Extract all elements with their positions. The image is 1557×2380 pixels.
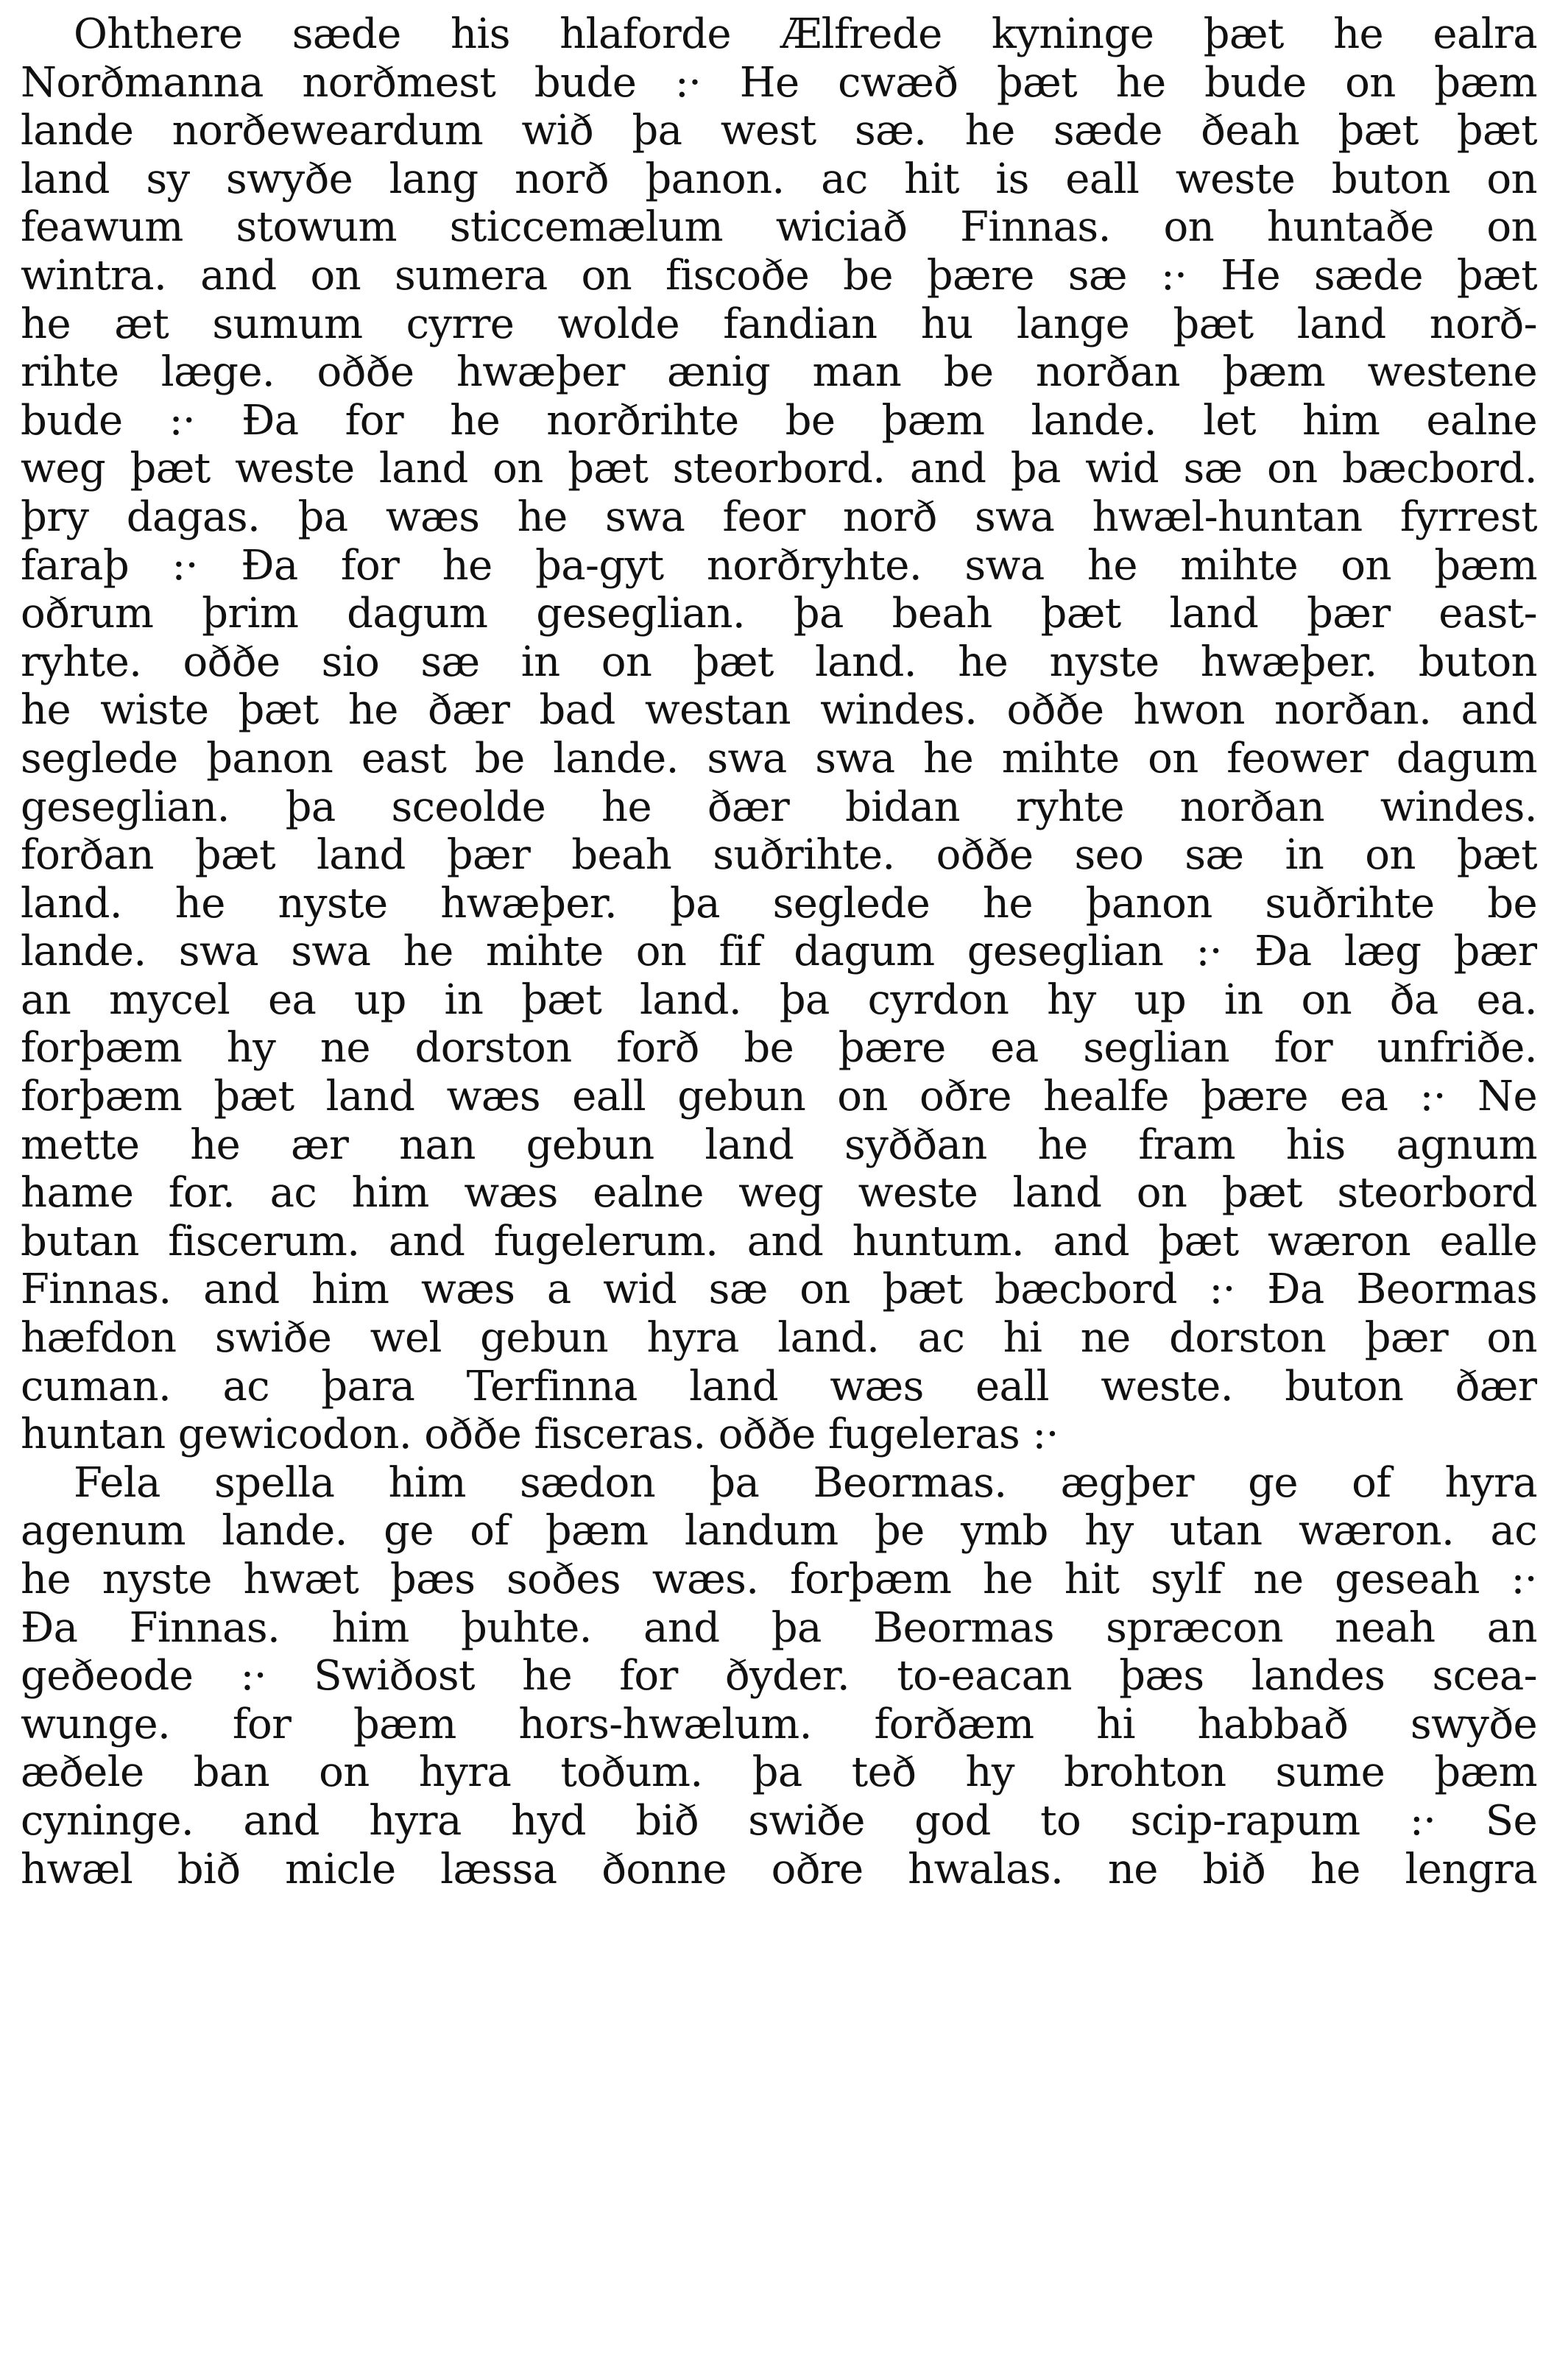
- text-line: forþæm þæt land wæs eall gebun on oðre healfe þære ea :· Ne: [21, 1073, 1537, 1121]
- text-line: lande. swa swa he mihte on fif dagum geseglian :· Ða læg þær: [21, 928, 1537, 976]
- text-line: rihte læge. oððe hwæþer ænig man be norðan þæm westene: [21, 348, 1537, 397]
- text-line: huntan gewicodon. oððe fisceras. oððe fugeleras :·: [21, 1410, 1059, 1459]
- text-line: Finnas. and him wæs a wid sæ on þæt bæcbord :· Ða Beormas: [21, 1265, 1537, 1314]
- text-line: seglede þanon east be lande. swa swa he mihte on feower dagum: [21, 734, 1537, 783]
- text-line: þry dagas. þa wæs he swa feor norð swa hwæl-huntan fyrrest: [21, 492, 1537, 541]
- text-line: mette he ær nan gebun land syððan he fram his agnum: [21, 1120, 1537, 1169]
- text-line: hame for. ac him wæs ealne weg weste land on þæt steorbord: [21, 1169, 1537, 1218]
- text-line: an mycel ea up in þæt land. þa cyrdon hy up in on ða ea.: [21, 975, 1537, 1024]
- text-line: lande norðeweardum wið þa west sæ. he sæde ðeah þæt þæt: [21, 107, 1537, 155]
- text-line: agenum lande. ge of þæm landum þe ymb hy utan wæron. ac: [21, 1507, 1537, 1556]
- text-line: geðeode :· Swiðost he for ðyder. to-eacan þæs landes scea-: [21, 1652, 1537, 1701]
- text-line: hwæl bið micle læssa ðonne oðre hwalas. ne bið he lengra: [21, 1845, 1537, 1893]
- text-line: ryhte. oððe sio sæ in on þæt land. he nyste hwæþer. buton: [21, 638, 1537, 686]
- text-line: forþæm hy ne dorston forð be þære ea seglian for unfriðe.: [21, 1024, 1537, 1073]
- text-line: oðrum þrim dagum geseglian. þa beah þæt land þær east-: [21, 590, 1537, 638]
- paragraph-beormas: [21, 1459, 1537, 1893]
- text-line: Fela spella him sædon þa Beormas. ægþer ge of hyra: [74, 1458, 1537, 1507]
- text-line: forðan þæt land þær beah suðrihte. oððe seo sæ in on þæt: [21, 831, 1537, 880]
- document-page: [21, 10, 1537, 2366]
- text-line: weg þæt weste land on þæt steorbord. and þa wid sæ on bæcbord.: [21, 445, 1537, 493]
- text-line: he nyste hwæt þæs soðes wæs. forþæm he hit sylf ne geseah :·: [21, 1556, 1537, 1603]
- text-line: hæfdon swiðe wel gebun hyra land. ac hi ne dorston þær on: [21, 1314, 1537, 1363]
- text-line: æðele ban on hyra toðum. þa teð hy brohton sume þæm: [21, 1748, 1537, 1797]
- text-line: cyninge. and hyra hyd bið swiðe god to scip-rapum :· Se: [21, 1796, 1537, 1845]
- text-line: land sy swyðe lang norð þanon. ac hit is eall weste buton on: [21, 155, 1537, 203]
- text-line: he wiste þæt he ðær bad westan windes. oððe hwon norðan. and: [21, 686, 1537, 735]
- text-line: Ohthere sæde his hlaforde Ælfrede kyninge þæt he ealra: [74, 10, 1537, 58]
- text-line: geseglian. þa sceolde he ðær bidan ryhte norðan windes.: [21, 783, 1537, 831]
- paragraph-ohthere-voyage: [21, 10, 1537, 1459]
- text-line: land. he nyste hwæþer. þa seglede he þanon suðrihte be: [21, 879, 1537, 928]
- text-line: cuman. ac þara Terfinna land wæs eall weste. buton ðær: [21, 1362, 1537, 1410]
- text-line: wintra. and on sumera on fiscoðe be þære sæ :· He sæde þæt: [21, 251, 1537, 300]
- text-line: bude :· Ða for he norðrihte be þæm lande. let him ealne: [21, 396, 1537, 445]
- text-line: butan fiscerum. and fugelerum. and huntum. and þæt wæron ealle: [21, 1217, 1537, 1265]
- text-line: Norðmanna norðmest bude :· He cwæð þæt he bude on þæm: [21, 58, 1537, 107]
- text-line: feawum stowum sticcemælum wiciað Finnas. on huntaðe on: [21, 203, 1537, 252]
- text-line: Ða Finnas. him þuhte. and þa Beormas spræcon neah an: [21, 1603, 1537, 1652]
- text-line: wunge. for þæm hors-hwælum. forðæm hi habbað swyðe: [21, 1700, 1537, 1748]
- text-line: he æt sumum cyrre wolde fandian hu lange þæt land norð-: [21, 300, 1537, 348]
- text-line: faraþ :· Ða for he þa-gyt norðryhte. swa he mihte on þæm: [21, 541, 1537, 590]
